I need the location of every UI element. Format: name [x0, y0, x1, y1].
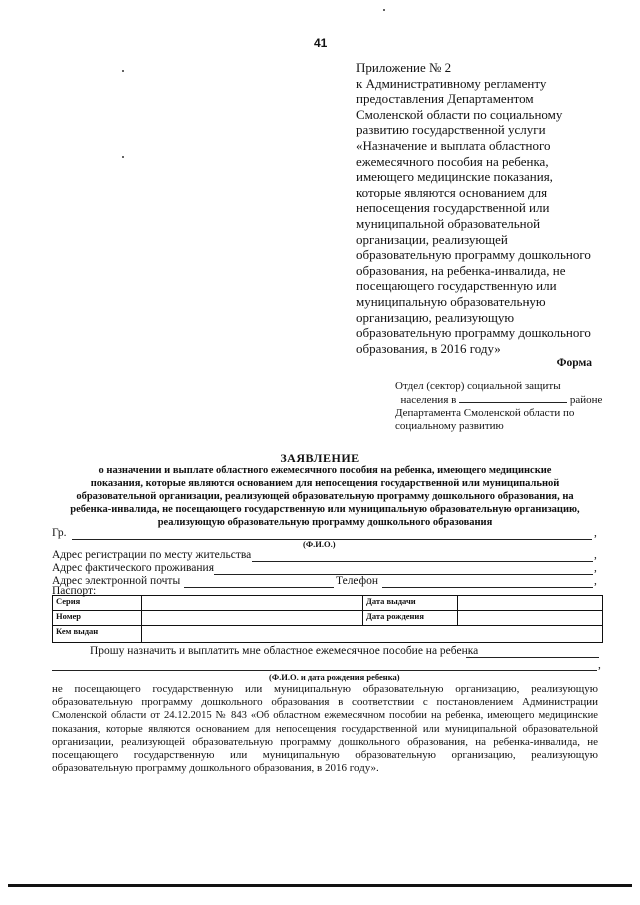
subtitle-line: образовательной организации, реализующей образовательную программу дошкольного образования, на — [76, 491, 574, 502]
comma: , — [594, 575, 597, 587]
citizen-label: Гр. — [52, 527, 67, 539]
child-hint: (Ф.И.О. и дата рождения ребенка) — [269, 672, 400, 682]
reg-address-field[interactable] — [252, 561, 593, 562]
email-label: Адрес электронной почты — [52, 575, 181, 587]
issue-date-field[interactable] — [458, 596, 603, 611]
paragraph-line: Смоленской области от 24.12.2015 № 843 «Об областном ежемесячном пособии на ребенка, имеющего медицинские — [52, 710, 598, 722]
email-field[interactable] — [184, 587, 334, 588]
department-line: Отдел (сектор) социальной защиты — [395, 380, 561, 392]
appendix-line: ежемесячного пособия на ребенка, — [356, 153, 549, 169]
subtitle-line: реализующую образовательную программу дошкольного образования — [157, 517, 493, 528]
document-title: ЗАЯВЛЕНИЕ — [280, 451, 360, 465]
table-row — [53, 626, 603, 643]
comma: , — [598, 659, 601, 671]
appendix-line: образовательную программу дошкольного — [356, 247, 591, 263]
form-label: Форма — [556, 357, 592, 369]
page-number: 41 — [314, 36, 328, 50]
scan-speck — [122, 70, 124, 72]
document-subtitle — [52, 464, 598, 529]
department-line: социальному развитию — [395, 420, 504, 432]
phone-field[interactable] — [382, 587, 593, 588]
scan-speck — [383, 9, 385, 11]
subtitle-line: ребенка-инвалида, не посещающего государственную или муниципальную образовательную организацию, — [70, 504, 580, 515]
child-name-field[interactable] — [466, 657, 599, 658]
paragraph-line: посещающего государственную или муниципальную образовательную организацию, реализующую — [52, 749, 598, 762]
actual-address-label: Адрес фактического проживания — [52, 562, 214, 574]
appendix-line: образования, на ребенка-инвалида, не — [356, 262, 566, 278]
appendix-line: организацию, реализующую — [356, 309, 515, 325]
department-suffix: районе — [569, 394, 603, 406]
number-label: Номер — [53, 611, 142, 626]
request-text: Прошу назначить и выплатить мне областное ежемесячное пособие на ребенка — [90, 645, 479, 657]
table-row — [53, 596, 603, 611]
subtitle-line: о назначении и выплате областного ежемесячного пособия на ребенка, имеющего медицинские — [98, 465, 552, 476]
comma: , — [594, 527, 597, 539]
appendix-line: муниципальную образовательную — [356, 293, 546, 309]
appendix-header — [356, 60, 606, 356]
birth-date-field[interactable] — [458, 611, 603, 626]
scan-speck — [122, 156, 124, 158]
birth-date-label: Дата рождения — [363, 611, 458, 626]
paragraph-line: образовательную программу дошкольного образования, в 2016 году». — [52, 762, 379, 775]
department-prefix: населения в — [400, 394, 457, 406]
subtitle-line: показания, которые являются основанием для непосещения государственной или муниципальной — [90, 478, 560, 489]
appendix-line: посещающего государственную или — [356, 278, 557, 294]
appendix-line: Смоленской области по социальному — [356, 106, 563, 122]
appendix-line: муниципальной образовательной — [356, 215, 541, 231]
appendix-line: имеющего медицинские показания, — [356, 169, 553, 185]
appendix-line: «Назначение и выплата областного — [356, 137, 551, 153]
department-address — [395, 380, 605, 433]
appendix-line: предоставления Департаментом — [356, 91, 534, 107]
issued-by-label: Кем выдан — [53, 626, 142, 643]
child-name-field-continued[interactable] — [52, 670, 597, 671]
issue-date-label: Дата выдачи — [363, 596, 458, 611]
number-field[interactable] — [142, 611, 363, 626]
comma: , — [594, 549, 597, 561]
paragraph-line: организации, реализующей образовательную программу дошкольного образования, на ребенка-инвалида, не — [52, 735, 598, 748]
appendix-line: Приложение № 2 — [356, 60, 452, 75]
paragraph-line: показания, которые являются основанием для непосещения государственной или муниципальной образовательной — [52, 723, 598, 735]
series-field[interactable] — [142, 596, 363, 611]
table-row — [53, 611, 603, 626]
reg-address-label: Адрес регистрации по месту жительства — [52, 549, 252, 561]
department-line: Департамента Смоленской области по — [395, 407, 575, 419]
passport-table — [52, 595, 603, 643]
appendix-line: к Административному регламенту — [356, 75, 547, 91]
actual-address-field[interactable] — [214, 574, 593, 575]
appendix-line: образовательную программу дошкольного — [356, 325, 591, 341]
issued-by-field[interactable] — [142, 626, 603, 643]
comma: , — [594, 562, 597, 574]
appendix-line: образования, в 2016 году» — [356, 340, 501, 356]
series-label: Серия — [53, 596, 142, 611]
passport-label: Паспорт: — [52, 585, 97, 597]
body-paragraph — [52, 683, 598, 775]
appendix-line: которые являются основанием для — [356, 184, 548, 200]
appendix-line: организации, реализующей — [356, 231, 508, 247]
phone-label: Телефон — [336, 575, 379, 587]
fio-hint: (Ф.И.О.) — [303, 539, 336, 549]
paragraph-line: не посещающего государственную или муниципальную образовательную организацию, реализующую — [52, 683, 598, 695]
paragraph-line: образовательную программу дошкольного образования в соответствии с постановлением Администрации — [52, 696, 598, 709]
district-field[interactable] — [459, 393, 567, 403]
department-line — [395, 393, 605, 407]
bottom-border — [8, 884, 632, 887]
appendix-line: развитию государственной услуги — [356, 122, 546, 138]
appendix-line: непосещения государственной или — [356, 200, 550, 216]
